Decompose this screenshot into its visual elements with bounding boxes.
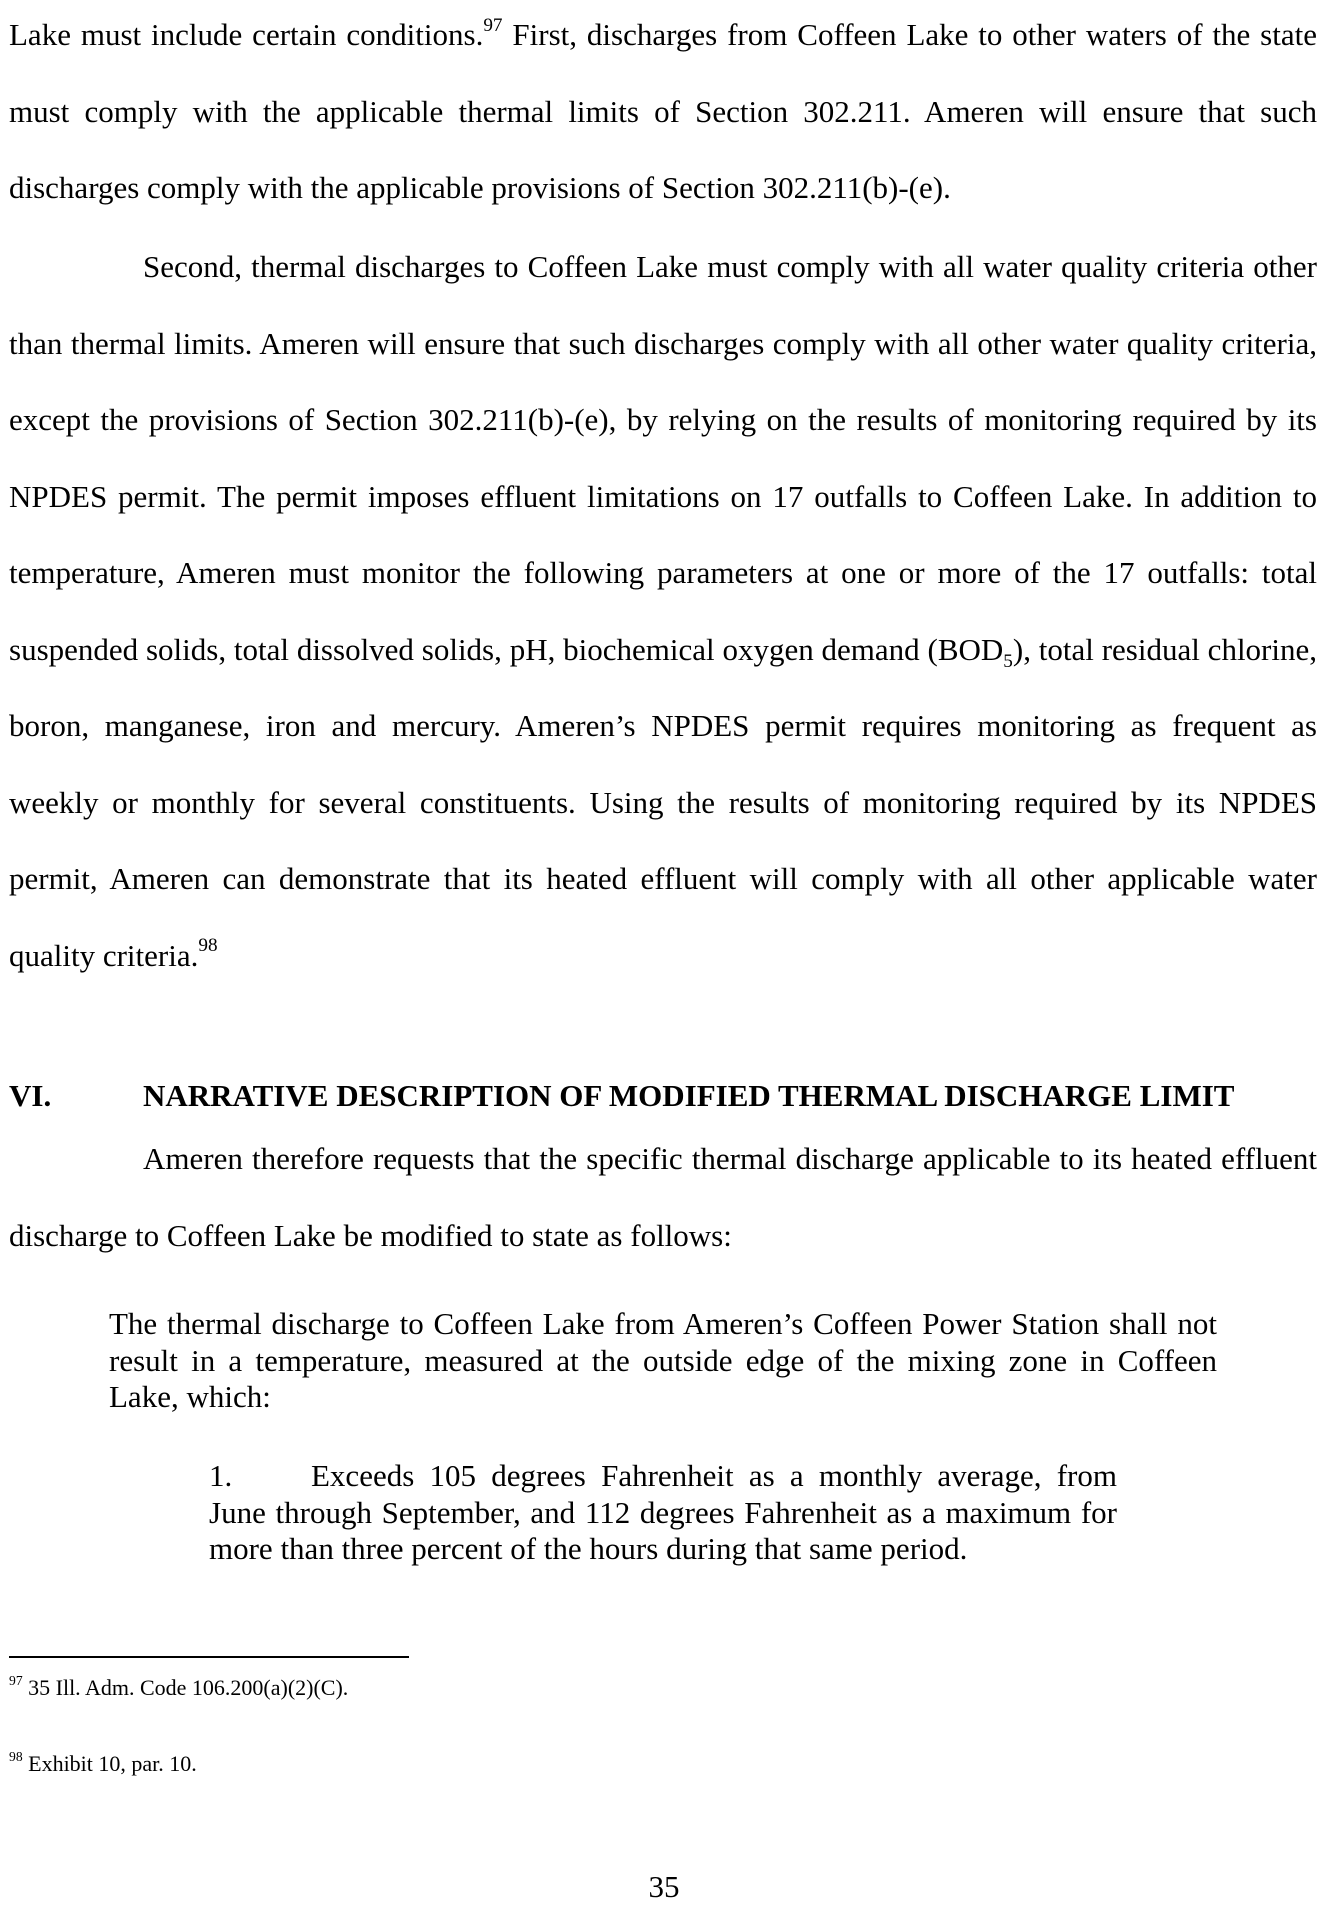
footnote-number-98: 98 xyxy=(9,1748,23,1764)
section-number: VI. xyxy=(9,1078,52,1113)
footnote-ref-97[interactable]: 97 xyxy=(483,14,503,36)
paragraph-2-text-b: ), total residual chlorine, boron, manganese, iron and mercury. Ameren’s NPDES permit requires monitoring as frequent as weekly or monthly for several constituents. Using the results of monitoring required by its NPDES permit, Ameren can demonstrate that its heated effluent will comply with all other applicable water quality criteria. xyxy=(9,631,1318,973)
footnote-text-97: 35 Ill. Adm. Code 106.200(a)(2)(C). xyxy=(22,1675,349,1700)
footnote-98 xyxy=(9,1749,1209,1779)
footnote-number-97: 97 xyxy=(9,1672,23,1688)
block-quote: The thermal discharge to Coffeen Lake from Ameren’s Coffeen Power Station shall not result in a temperature, measured at the outside edge of the mixing zone in Coffeen Lake, which: xyxy=(109,1306,1217,1414)
body-paragraph-2 xyxy=(9,229,1317,994)
body-paragraph-3: Ameren therefore requests that the specific thermal discharge applicable to its heated effluent discharge to Coffeen Lake be modified to state as follows: xyxy=(9,1141,1317,1253)
paragraph-2-text-a: Second, thermal discharges to Coffeen Lake must comply with all water quality criteria other than thermal limits. Ameren will ensure that such discharges comply with all other water quality criteria, except the provisions of Section 302.211(b)-(e), by relying on the results of monitoring required by its NPDES permit. The permit imposes effluent limitations on 17 outfalls to Coffeen Lake. In addition to temperature, Ameren must monitor the following parameters at one or more of the 17 outfalls: total suspended solids, total dissolved solids, pH, biochemical oxygen demand (BOD xyxy=(9,249,1317,667)
list-item-number: 1. xyxy=(209,1458,233,1493)
section-heading xyxy=(9,1078,1319,1114)
paragraph-1-text-a: Lake must include certain conditions. xyxy=(9,17,484,52)
body-paragraph-1 xyxy=(9,0,1317,227)
footnote-text-98: Exhibit 10, par. 10. xyxy=(22,1751,197,1776)
list-item-1 xyxy=(209,1458,1117,1568)
footnote-separator xyxy=(9,1656,409,1658)
list-item-text: Exceeds 105 degrees Fahrenheit as a monthly average, from June through September, and 112 degrees Fahrenheit as a maximum for more than three percent of the hours during that same period. xyxy=(209,1458,1117,1566)
footnote-97 xyxy=(9,1673,1209,1703)
section-title: NARRATIVE DESCRIPTION OF MODIFIED THERMAL DISCHARGE LIMIT xyxy=(143,1078,1235,1113)
bod-subscript: 5 xyxy=(1003,650,1013,672)
paragraph-1-text-b: First, discharges from Coffeen Lake to other waters of the state must comply with the applicable thermal limits of Section 302.211. Ameren will ensure that such discharges comply with the applicable provisions of Section 302.211(b)-(e). xyxy=(9,17,1317,205)
footnote-ref-98[interactable]: 98 xyxy=(198,935,218,957)
page-number: 35 xyxy=(648,1869,680,1904)
